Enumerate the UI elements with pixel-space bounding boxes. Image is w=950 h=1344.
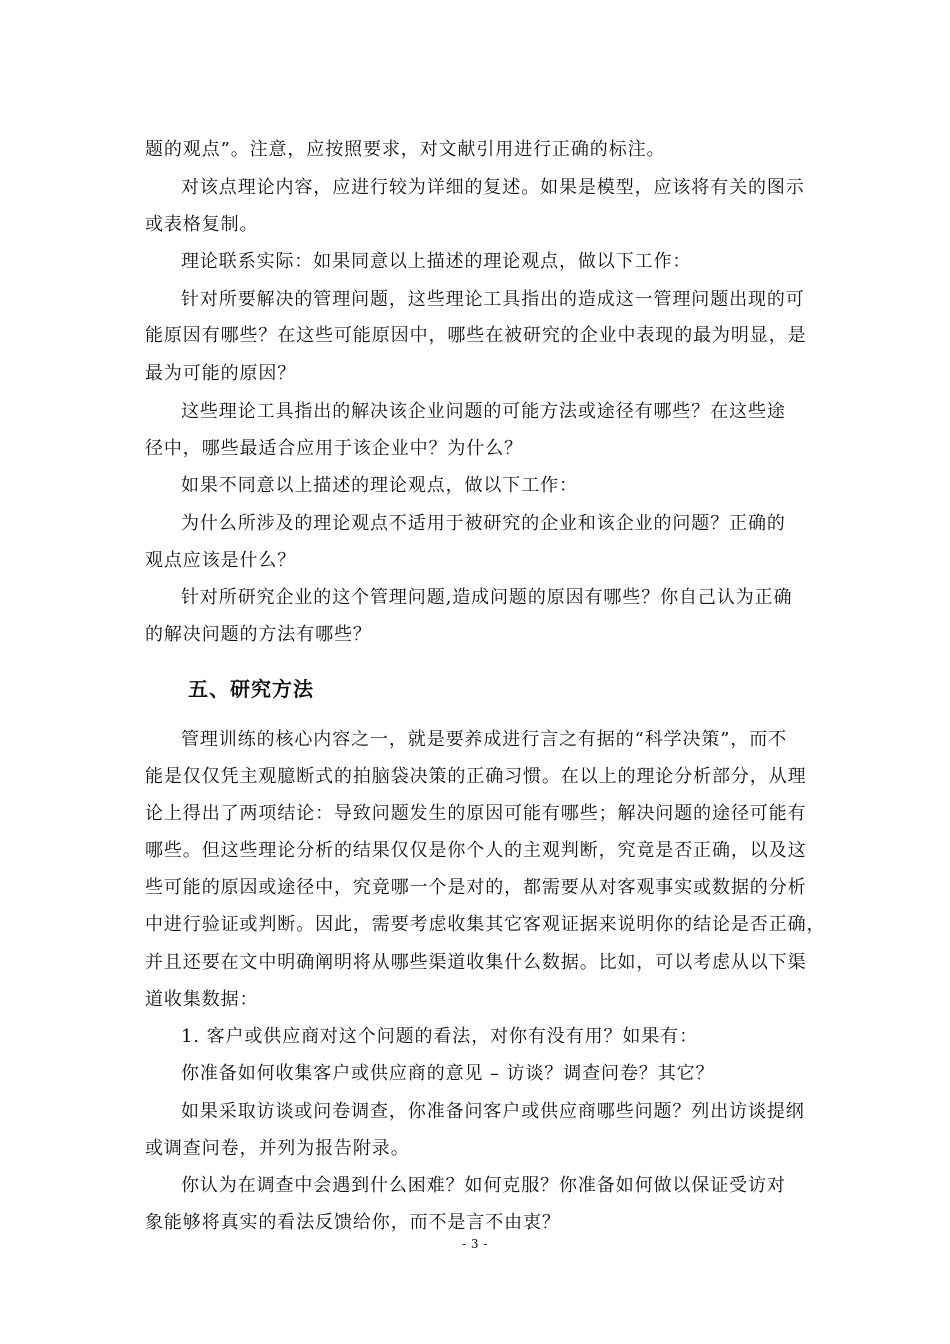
text-line: 或表格复制。 xyxy=(145,214,259,235)
text-line: 最为可能的原因？ xyxy=(145,363,297,384)
text-line: 道收集数据： xyxy=(145,989,259,1010)
text-line: 象能够将真实的看法反馈给你，而不是言不由衷？ xyxy=(145,1212,561,1233)
text-line: 你准备如何收集客户或供应商的意见 – 访谈？调查问卷？其它？ xyxy=(181,1063,715,1084)
text-line: 能是仅仅凭主观臆断式的拍脑袋决策的正确习惯。在以上的理论分析部分，从理 xyxy=(145,766,807,787)
text-line: 观点应该是什么？ xyxy=(145,550,297,571)
text-line: 为什么所涉及的理论观点不适用于被研究的企业和该企业的问题？正确的 xyxy=(181,513,786,534)
text-line: 题的观点”。注意，应按照要求，对文献引用进行正确的标注。 xyxy=(145,139,666,160)
text-line: 径中，哪些最适合应用于该企业中？为什么？ xyxy=(145,438,523,459)
text-line: 如果采取访谈或问卷调查，你准备问客户或供应商哪些问题？列出访谈提纲 xyxy=(181,1101,805,1122)
text-line: 些可能的原因或途径中，究竟哪一个是对的，都需要从对客观事实或数据的分析 xyxy=(145,877,807,898)
text-line: 或调查问卷，并列为报告附录。 xyxy=(145,1138,410,1159)
text-line: 针对所研究企业的这个管理问题,造成问题的原因有哪些？你自己认为正确 xyxy=(181,587,793,608)
text-line: 你认为在调查中会遇到什么困难？如何克服？你准备如何做以保证受访对 xyxy=(181,1175,786,1196)
text-line: 中进行验证或判断。因此，需要考虑收集其它客观证据来说明你的结论是否正确， xyxy=(145,914,826,935)
text-line: 对该点理论内容，应进行较为详细的复述。如果是模型，应该将有关的图示 xyxy=(181,177,805,198)
text-line: 能原因有哪些？在这些可能原因中，哪些在被研究的企业中表现的最为明显，是 xyxy=(145,325,807,346)
page-number: - 3 - xyxy=(462,1237,488,1251)
text-line: 针对所要解决的管理问题，这些理论工具指出的造成这一管理问题出现的可 xyxy=(181,289,805,310)
section-heading: 五、研究方法 xyxy=(188,676,314,701)
text-line: 如果不同意以上描述的理论观点，做以下工作： xyxy=(181,475,578,496)
text-line: 的解决问题的方法有哪些？ xyxy=(145,624,372,645)
text-line: 并且还要在文中明确阐明将从哪些渠道收集什么数据。比如，可以考虑从以下渠 xyxy=(145,952,807,973)
numbered-item: 1. 客户或供应商对这个问题的看法，对你有没有用？如果有： xyxy=(181,1026,698,1047)
text-line: 理论联系实际：如果同意以上描述的理论观点，做以下工作： xyxy=(181,251,692,272)
text-line: 这些理论工具指出的解决该企业问题的可能方法或途径有哪些？在这些途 xyxy=(181,401,786,422)
text-line: 哪些。但这些理论分析的结果仅仅是你个人的主观判断，究竟是否正确，以及这 xyxy=(145,840,807,861)
text-line: 管理训练的核心内容之一，就是要养成进行言之有据的“科学决策”，而不 xyxy=(181,729,788,750)
text-line: 论上得出了两项结论：导致问题发生的原因可能有哪些；解决问题的途径可能有 xyxy=(145,803,807,824)
